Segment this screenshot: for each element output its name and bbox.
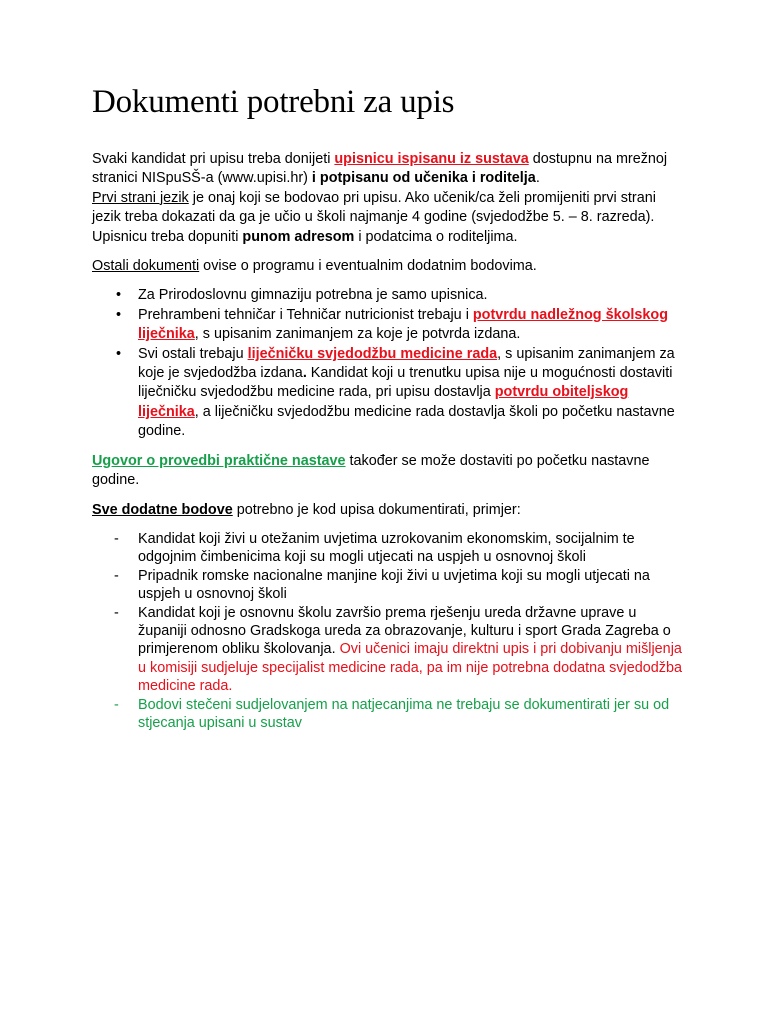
- document-page: [92, 82, 682, 732]
- other-docs-text: ovise o programu i eventualnim dodatnim bodovima.: [199, 258, 537, 275]
- dash-3-red-note: Ovi učenici imaju direktni upis i pri dobivanju mišljenja u komisiji sudjeluje specijalist medicine rada, pa im nije potrebna dodatna svjedodžba medicine rada.: [138, 641, 682, 695]
- bullet-3-dot: .: [302, 365, 307, 382]
- extra-points-label: Sve dodatne bodove: [92, 501, 233, 518]
- list-item: [92, 530, 682, 567]
- list-item: [92, 696, 682, 733]
- school-doctor-link[interactable]: potvrdu nadležnog školskog liječnika: [138, 306, 668, 343]
- intro-paragraph: [92, 150, 682, 247]
- intro-text-1: Svaki kandidat pri upisu treba donijeti: [92, 151, 335, 167]
- bullet-1-text: Za Prirodoslovnu gimnaziju potrebna je samo upisnica.: [138, 287, 488, 304]
- other-docs-label: Ostali dokumenti: [92, 258, 200, 275]
- other-docs-paragraph: [92, 257, 682, 276]
- bullet-marker: •: [116, 306, 122, 323]
- list-item: [92, 345, 682, 442]
- bullet-marker: •: [116, 287, 122, 304]
- extra-points-dash-list: [92, 530, 682, 732]
- list-item: [92, 567, 682, 604]
- intro-bold-address: punom adresom: [242, 228, 355, 245]
- medical-certificate-link[interactable]: liječničku svjedodžbu medicine rada: [247, 345, 498, 362]
- bullet-3-text-2: , s upisanim zanimanjem za koje je svjedodžba izdana: [138, 345, 675, 382]
- intro-text-5: i podatcima o roditeljima.: [354, 228, 518, 245]
- intro-bold-signature: i potpisanu od učenika i roditelja: [311, 170, 536, 187]
- intro-text-2: dostupnu na mrežnoj stranici NISpuSŠ-a (www.upisi.hr): [92, 151, 668, 187]
- intro-text-4: je onaj koji se bodovao pri upisu. Ako učenik/ca želi promijeniti prvi strani jezik treba dokazati da ga je učio u školi najmanje 4 godine (svjedodžbe 5. – 8. razreda). Upisnicu treba dopuniti: [92, 189, 656, 245]
- dash-2-text: Pripadnik romske nacionalne manjine koji živi u uvjetima koji su mogli utjecati na uspjeh u osnovnoj školi: [138, 567, 650, 603]
- dash-4-text: Bodovi stečeni sudjelovanjem na natjecanjima ne trebaju se dokumentirati jer su od stjecanja upisani u sustav: [138, 696, 670, 731]
- dash-3-text: Kandidat koji je osnovnu školu završio prema rješenju ureda državne uprave u županiji odnosno Gradskoga ureda za obrazovanje, kulturu i sport Grada Zagreba o primjerenom obliku školovanja.: [138, 604, 671, 658]
- contract-paragraph: [92, 452, 682, 491]
- list-item: [92, 604, 682, 696]
- program-bullet-list: [92, 286, 682, 441]
- dash-marker: -: [114, 567, 119, 584]
- bullet-3-text-3: Kandidat koji u trenutku upisa nije u mogućnosti dostaviti liječničku svjedodžbu medicine rada, pri upisu dostavlja: [138, 365, 673, 401]
- family-doctor-link[interactable]: potvrdu obiteljskog liječnika: [138, 384, 629, 420]
- bullet-2-text-2: , s upisanim zanimanjem za koje je potvrda izdana.: [194, 326, 521, 343]
- first-language-label: Prvi strani jezik: [92, 189, 189, 206]
- bullet-3-text-1: Svi ostali trebaju: [138, 345, 248, 362]
- bullet-2-text-1: Prehrambeni tehničar i Tehničar nutricionist trebaju i: [138, 306, 473, 323]
- intro-text-3: .: [535, 170, 540, 187]
- contract-text: također se može dostaviti po početku nastavne godine.: [92, 452, 650, 489]
- upisnica-link[interactable]: upisnicu ispisanu iz sustava: [334, 151, 529, 167]
- page-title: Dokumenti potrebni za upis: [92, 84, 455, 120]
- extra-points-text: potrebno je kod upisa dokumentirati, primjer:: [232, 501, 521, 518]
- practical-training-contract-link[interactable]: Ugovor o provedbi praktične nastave: [92, 452, 346, 469]
- extra-points-paragraph: [92, 501, 682, 520]
- dash-marker: -: [114, 696, 119, 713]
- list-item: [92, 306, 682, 345]
- dash-1-text: Kandidat koji živi u otežanim uvjetima uzrokovanim ekonomskim, socijalnim te odgojnim čimbenicima koji su mogli utjecati na uspjeh u osnovnoj školi: [138, 530, 635, 566]
- dash-marker: -: [114, 530, 119, 547]
- list-item: [92, 286, 682, 305]
- bullet-3-text-4: , a liječničku svjedodžbu medicine rada dostavlja školi po početku nastavne godine.: [138, 403, 675, 440]
- dash-marker: -: [114, 604, 119, 621]
- bullet-marker: •: [116, 345, 122, 362]
